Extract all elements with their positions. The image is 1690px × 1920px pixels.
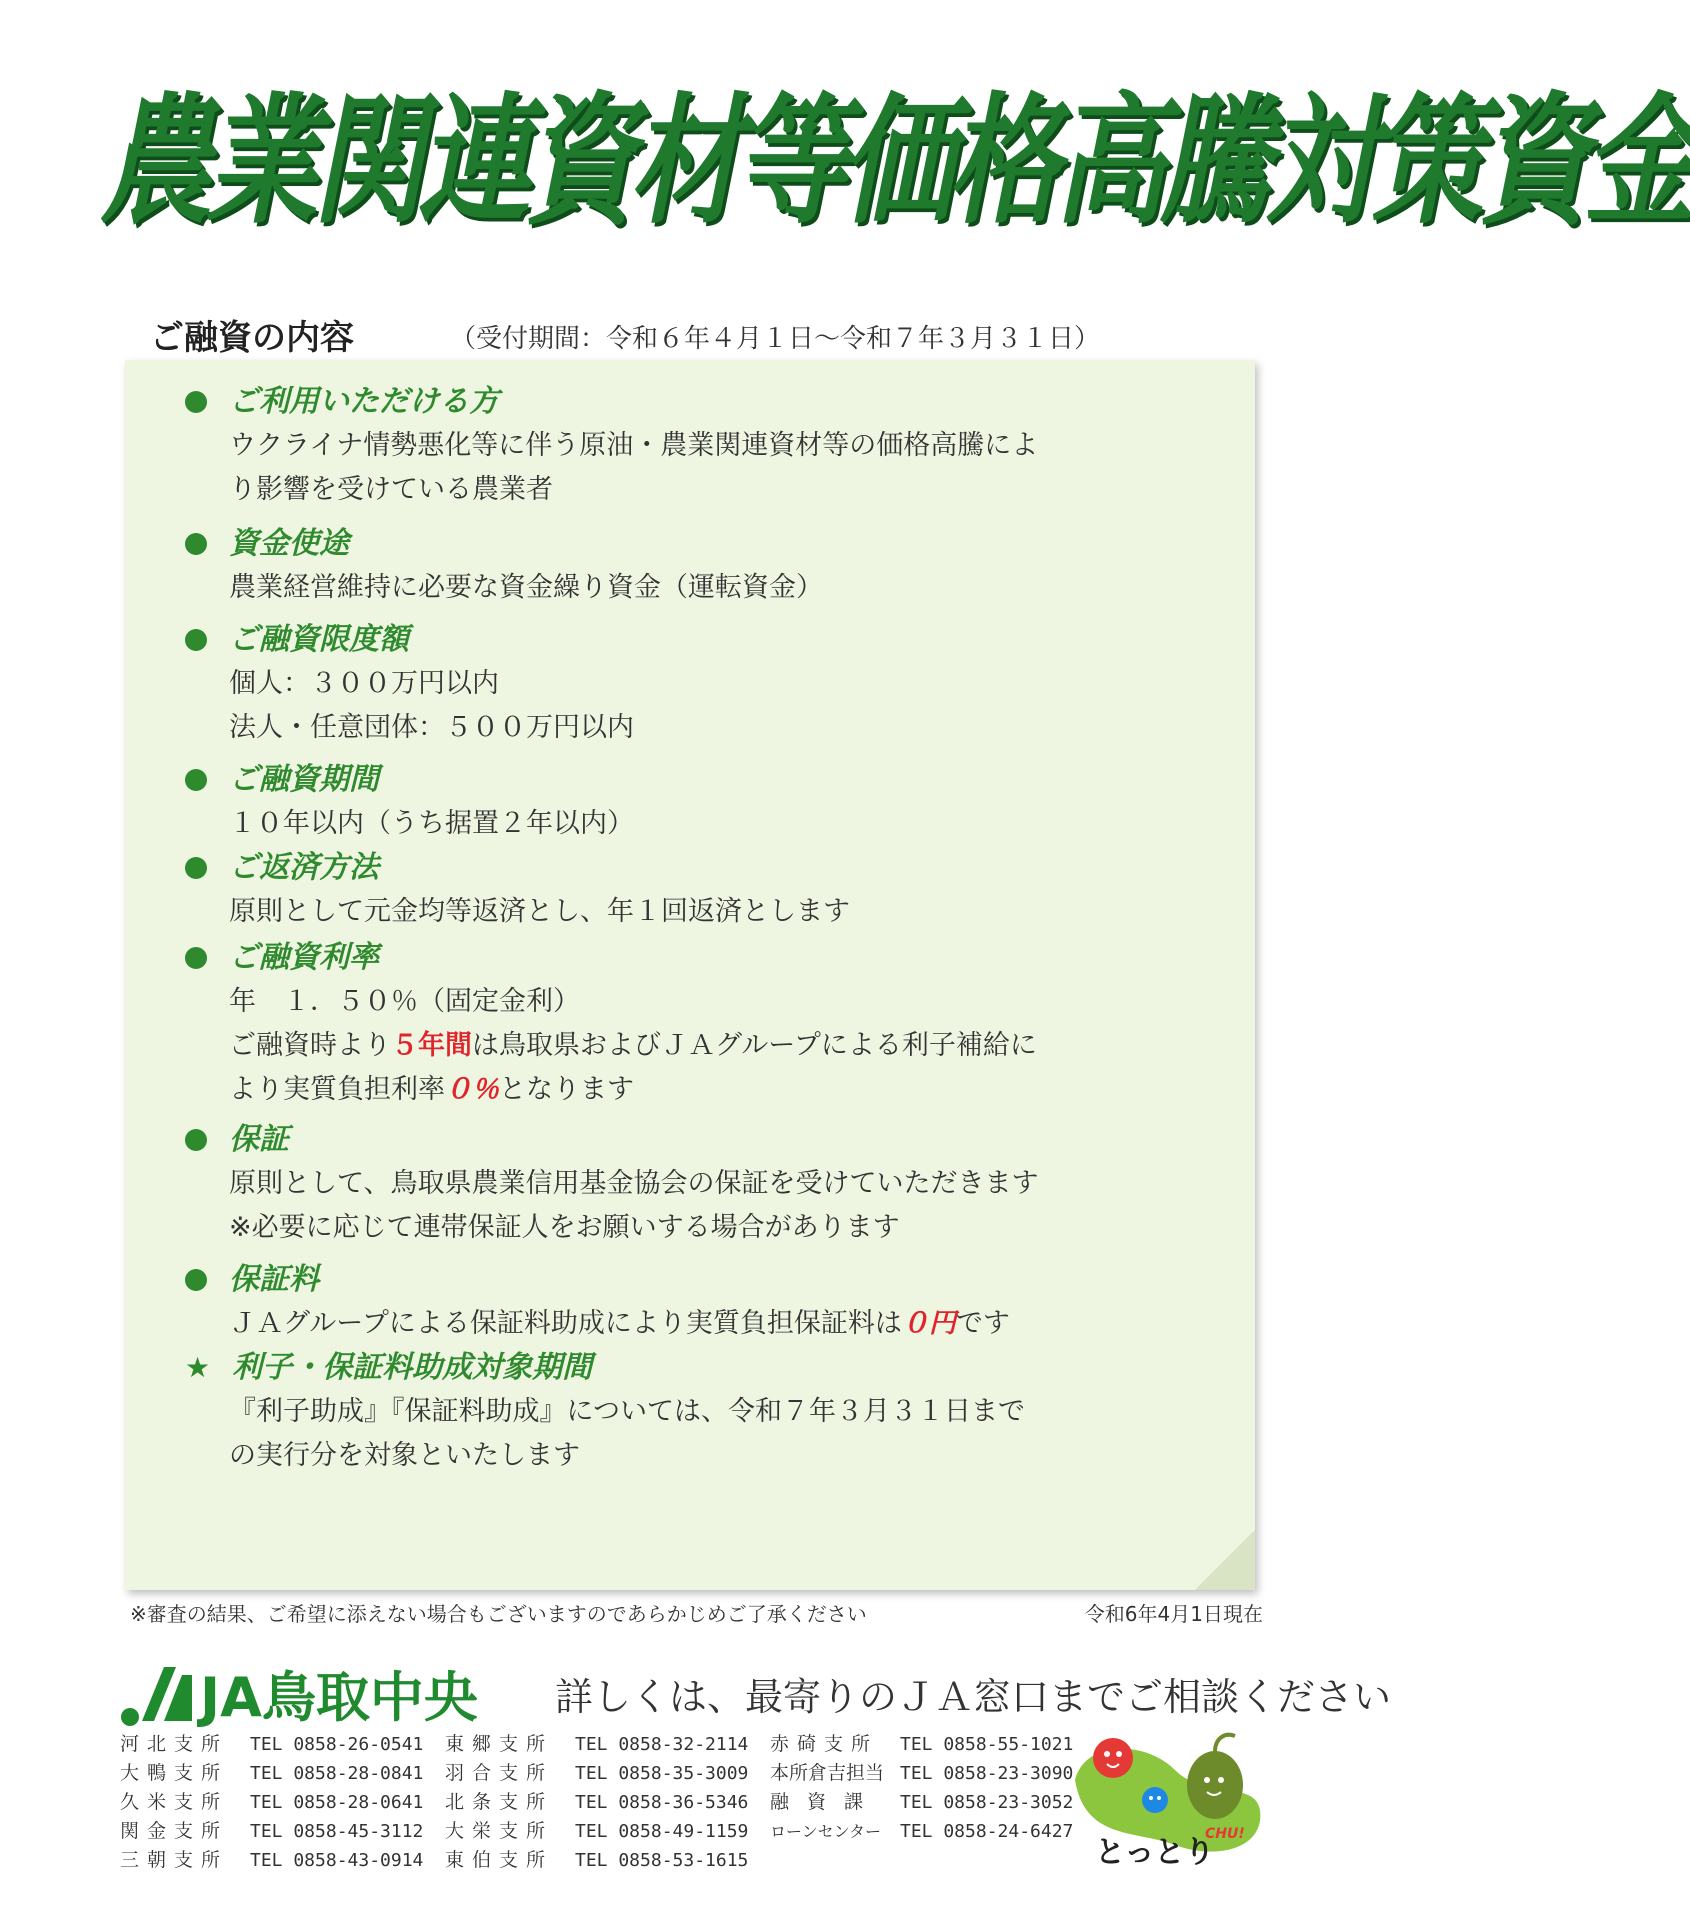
branch-tel: TEL 0858-35-3009	[575, 1763, 749, 1784]
section-guarantee-fee	[185, 1258, 1195, 1346]
logo-text: JA鳥取中央	[200, 1666, 478, 1729]
section-text: ウクライナ情勢悪化等に伴う原油・農業関連資材等の価格高騰によ	[229, 430, 1039, 461]
section-rate	[185, 936, 1195, 1112]
bullet-icon	[185, 533, 207, 555]
branch-name: 大栄支所	[445, 1820, 554, 1842]
section-text: １０年以内（うち据置２年以内）	[229, 808, 634, 839]
bullet-icon	[185, 391, 207, 413]
branch-tel: TEL 0858-53-1615	[575, 1850, 749, 1871]
section-title: 利子・保証料助成対象期間	[232, 1350, 593, 1385]
branch-tel: TEL 0858-23-3090	[900, 1763, 1074, 1784]
branch-row	[120, 1788, 1095, 1817]
section-subsidy-period	[185, 1346, 1195, 1478]
branch-name: 大鴨支所	[120, 1762, 229, 1784]
section-text: 農業経営維持に必要な資金繰り資金（運転資金）	[229, 572, 823, 603]
section-title: 保証	[229, 1122, 289, 1157]
star-icon: ★	[185, 1351, 211, 1384]
section-text: 個人：３００万円以内	[229, 668, 499, 699]
branch-name: 羽合支所	[445, 1762, 554, 1784]
section-title: ご返済方法	[229, 850, 379, 885]
section-title: ご融資利率	[229, 940, 379, 975]
section-title: 保証料	[229, 1262, 319, 1297]
branch-tel: TEL 0858-45-3112	[250, 1821, 424, 1842]
branch-name: 赤碕支所	[770, 1733, 879, 1755]
application-period: （受付期間：令和６年４月１日～令和７年３月３１日）	[450, 324, 1101, 354]
section-title: ご融資期間	[229, 762, 379, 797]
section-title: ご利用いただける方	[229, 384, 499, 419]
branch-row	[120, 1759, 1095, 1788]
branch-name: 東伯支所	[445, 1849, 554, 1871]
branch-name: 北条支所	[445, 1791, 554, 1813]
section-text: ご融資時より５年間は鳥取県およびＪＡグループによる利子補給に	[229, 1030, 1037, 1061]
section-text: ＪＡグループによる保証料助成により実質負担保証料は０円です	[229, 1308, 1010, 1339]
branch-tel: TEL 0858-49-1159	[575, 1821, 749, 1842]
contact-message: 詳しくは、最寄りのＪＡ窓口までご相談ください	[555, 1675, 1392, 1719]
branch-row	[120, 1846, 1095, 1875]
branch-name: 東郷支所	[445, 1733, 554, 1755]
branch-directory	[120, 1730, 1095, 1875]
branch-name: ローンセンター	[770, 1822, 882, 1841]
section-usage	[185, 522, 1195, 610]
section-text: 年 １．５０％（固定金利）	[229, 986, 580, 1017]
section-text: り影響を受けている農業者	[229, 474, 553, 505]
section-text: 原則として、鳥取県農業信用基金協会の保証を受けていただきます	[229, 1168, 1039, 1199]
section-heading: ご融資の内容	[150, 318, 354, 358]
branch-tel: TEL 0858-28-0841	[250, 1763, 424, 1784]
branch-name: 河北支所	[120, 1733, 229, 1755]
section-limit	[185, 618, 1195, 750]
section-text: より実質負担利率０％となります	[229, 1074, 634, 1105]
branch-tel: TEL 0858-28-0641	[250, 1792, 424, 1813]
section-guarantee	[185, 1118, 1195, 1250]
mascot-text: とっとり	[1095, 1835, 1215, 1870]
branch-name: 久米支所	[120, 1791, 229, 1813]
branch-tel: TEL 0858-36-5346	[575, 1792, 749, 1813]
bullet-icon	[185, 857, 207, 879]
branch-name: 本所倉吉担当	[770, 1762, 885, 1784]
section-repayment	[185, 846, 1195, 934]
disclaimer-note: ※審査の結果、ご希望に添えない場合もございますのであらかじめご了承ください	[130, 1602, 867, 1626]
bullet-icon	[185, 629, 207, 651]
loan-details-panel	[125, 360, 1255, 1590]
highlight-text: ５年間	[391, 1030, 472, 1061]
bullet-icon	[185, 769, 207, 791]
highlight-text: ０％	[445, 1074, 499, 1105]
mascot-badge: CHU!	[1205, 1826, 1245, 1842]
bullet-icon	[185, 1129, 207, 1151]
mascot-logo	[1065, 1720, 1265, 1870]
section-eligible	[185, 380, 1195, 512]
branch-tel: TEL 0858-32-2114	[575, 1734, 749, 1755]
branch-tel: TEL 0858-24-6427	[900, 1821, 1074, 1842]
branch-row	[120, 1730, 1095, 1759]
section-text: 法人・任意団体：５００万円以内	[229, 712, 634, 743]
branch-tel: TEL 0858-26-0541	[250, 1734, 424, 1755]
section-title: 資金使途	[229, 526, 349, 561]
section-text: ※必要に応じて連帯保証人をお願いする場合があります	[229, 1212, 900, 1243]
branch-tel: TEL 0858-43-0914	[250, 1850, 424, 1871]
branch-tel: TEL 0858-55-1021	[900, 1734, 1074, 1755]
ja-logo-icon	[120, 1661, 194, 1727]
mascot-icon	[1065, 1720, 1265, 1870]
section-text: 『利子助成』『保証料助成』については、令和７年３月３１日まで	[229, 1396, 1025, 1427]
as-of-date: 令和6年4月1日現在	[1084, 1602, 1263, 1626]
branch-row	[120, 1817, 1095, 1846]
section-term	[185, 758, 1195, 846]
bullet-icon	[185, 947, 207, 969]
section-text: の実行分を対象といたします	[229, 1440, 580, 1471]
branch-tel: TEL 0858-23-3052	[900, 1792, 1074, 1813]
branch-name: 三朝支所	[120, 1849, 229, 1871]
page-title: 農業関連資材等価格高騰対策資金	[100, 80, 1690, 244]
section-text: 原則として元金均等返済とし、年１回返済とします	[229, 896, 850, 927]
branch-name: 融資課	[770, 1791, 882, 1813]
highlight-text: ０円	[901, 1308, 956, 1339]
ja-logo	[120, 1655, 478, 1732]
branch-name: 関金支所	[120, 1820, 229, 1842]
bullet-icon	[185, 1269, 207, 1291]
section-title: ご融資限度額	[229, 622, 409, 657]
